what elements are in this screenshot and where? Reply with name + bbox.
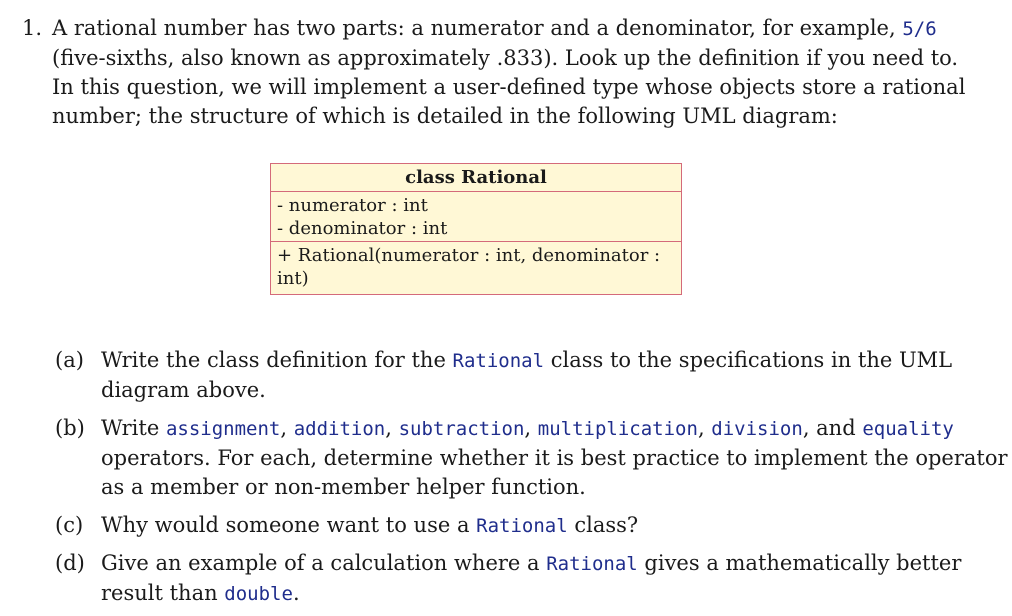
part-d-line-2 (101, 579, 1001, 609)
part-b-write: Write (101, 416, 166, 440)
part-a-line-2: diagram above. (101, 378, 266, 402)
part-d-text-2: result than (101, 581, 225, 605)
separator: , (697, 416, 712, 440)
uml-class-title: class Rational (271, 164, 681, 192)
part-c-text-after: class? (567, 513, 639, 537)
uml-class-diagram (270, 163, 682, 295)
part-d-text: Give an example of a calculation where a (101, 551, 547, 575)
part-a-label: (a) (55, 348, 84, 372)
part-d-line-1 (101, 549, 1001, 579)
question-number: 1. (22, 16, 43, 40)
part-a-line-1 (101, 346, 1001, 376)
double-code: double (224, 583, 293, 605)
part-b-line-3: as a member or non-member helper function. (101, 475, 586, 499)
uml-constructor-line-1: + Rational(numerator : int, denominator : (277, 245, 661, 266)
question-line-2: (five-sixths, also known as approximately .833). Look up the definition if you need to. (52, 46, 959, 70)
question-line-1 (52, 14, 982, 44)
part-a-text-after: class to the specifications in the UML (544, 348, 953, 372)
part-d-text-after: gives a mathematically better (637, 551, 962, 575)
part-c-text: Why would someone want to use a (101, 513, 477, 537)
separator-and: , and (802, 416, 863, 440)
op-addition-code: addition (293, 418, 386, 440)
part-a-text: Write the class definition for the (101, 348, 453, 372)
op-assignment-code: assignment (165, 418, 281, 440)
fraction-example-code: 5/6 (902, 18, 937, 40)
op-multiplication-code: multiplication (537, 418, 698, 440)
part-b-line-2: operators. For each, determine whether it is best practice to implement the operator (101, 446, 1008, 470)
uml-attribute-denominator: - denominator : int (277, 218, 448, 239)
part-c-body (101, 511, 1001, 541)
rational-code: Rational (452, 350, 545, 372)
part-c-line-1 (101, 511, 1001, 541)
part-c-label: (c) (55, 513, 84, 537)
uml-methods (271, 242, 681, 294)
separator: , (524, 416, 538, 440)
uml-attribute-numerator: - numerator : int (277, 195, 428, 216)
rational-code: Rational (546, 553, 638, 575)
period: . (292, 581, 300, 605)
part-d-label: (d) (55, 551, 85, 575)
rational-code: Rational (476, 515, 568, 537)
part-d-body (101, 549, 1001, 609)
part-b-line-1 (101, 414, 1001, 444)
op-subtraction-code: subtraction (398, 418, 525, 440)
uml-constructor-line-2: int) (277, 268, 309, 289)
separator: , (385, 416, 399, 440)
op-division-code: division (711, 418, 803, 440)
part-b-label: (b) (55, 416, 85, 440)
question-line-3: In this question, we will implement a user-defined type whose objects store a rational (52, 75, 966, 99)
uml-attributes (271, 192, 681, 242)
question-text (52, 14, 982, 131)
question-line-4: number; the structure of which is detailed in the following UML diagram: (52, 104, 838, 128)
separator: , (280, 416, 294, 440)
op-equality-code: equality (862, 418, 954, 440)
part-b-body (101, 414, 1008, 502)
question-line-1-text: A rational number has two parts: a numerator and a denominator, for example, (52, 16, 903, 40)
part-a-body (101, 346, 1001, 405)
